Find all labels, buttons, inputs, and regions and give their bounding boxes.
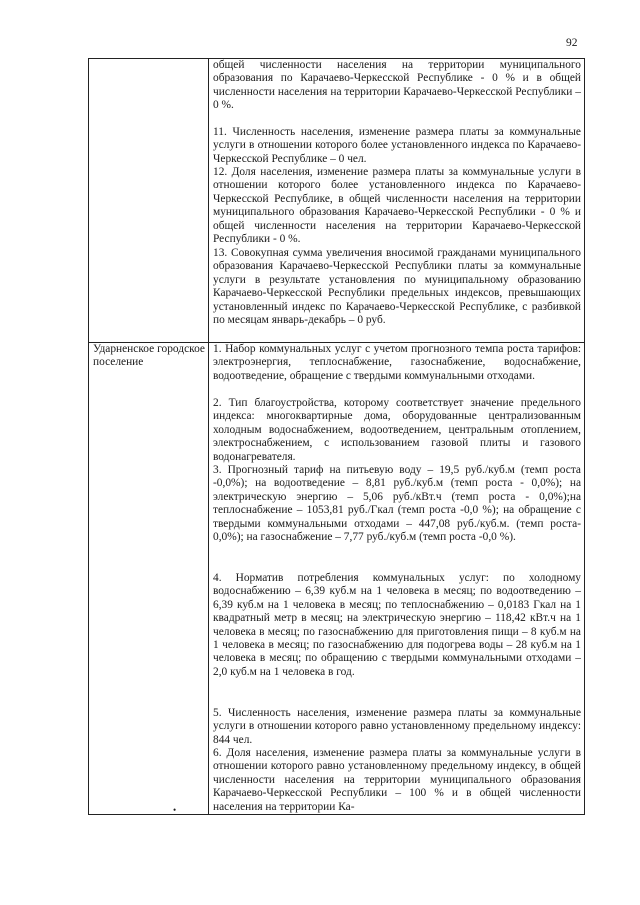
left-cell: [89, 59, 209, 343]
paragraph: 3. Прогнозный тариф на питьевую воду – 19,5 руб./куб.м (темп роста -0,0%); на водоотведение – 8,81 руб./куб.м (темп роста - 0,0%); на электрическую энергию – 5,06 руб./кВт.ч (темп роста - 0,0%);на теплоснабжение – 1053,81 руб./Гкал (темп роста -0,0 %); на обращение с твердыми коммунальными отходами – 447,08 руб./куб.м. (темп роста- 0,0%); на газоснабжение – 7,77 руб./куб.м (темп роста -0,0 %).: [213, 464, 581, 544]
paragraph: 5. Численность населения, изменение размера платы за коммунальные услуги в отношении которого равно установленному предельному индексу: 844 чел.: [213, 707, 581, 746]
paragraph: 2. Тип благоустройства, которому соответствует значение предельного индекса: многоквартирные дома, оборудованные централизованным холодным водоснабжением, водоотведением, центральным отоплением, электроснабжением, с использованием газовой плиты и газового водонагревателя.: [213, 397, 581, 463]
right-cell: [209, 343, 585, 815]
paragraph: 12. Доля населения, изменение размера платы за коммунальные услуги в отношении которого более установленного индекса по Карачаево-Черкесской Республике, в общей численности населения на территории муниципального образования Карачаево-Черкесской Республики - 0 % и общей численности населения на территории Карачаево-Черкесской Республики - 0 %.: [213, 166, 581, 246]
table-row: [89, 343, 585, 815]
paragraph: 11. Численность населения, изменение размера платы за коммунальные услуги в отношении которого более установленного индекса по Карачаево-Черкесской Республике – 0 чел.: [213, 126, 581, 165]
paragraph: 13. Совокупная сумма увеличения вносимой гражданами муниципального образования Карачаево-Черкесской Республики платы за коммунальные услуги в результате установления по муниципальному образованию Карачаево-Черкесской Республики предельных индексов, превышающих установленный индекс по Карачаево-Черкесской Республике, с разбивкой по месяцам январь-декабрь – 0 руб.: [213, 247, 581, 327]
page-number: 92: [566, 37, 578, 49]
paragraph: 4. Норматив потребления коммунальных услуг: по холодному водоснабжению – 6,39 куб.м на 1 человека в месяц; по водоотведению – 6,39 куб.м на 1 человека в месяц; по теплоснабжению – 0,0183 Гкал на 1 квадратный метр в месяц; на электрическую энергию – 118,42 кВт.ч на 1 человека в месяц; по газоснабжению для приготовления пищи – 8 куб.м на 1 человека в месяц; по газоснабжению для подогрева воды – 28 куб.м на 1 человека в месяц; по обращению с твердыми коммунальными отходами – 2,0 куб.м на 1 человека в год.: [213, 572, 581, 678]
paragraph: 1. Набор коммунальных услуг с учетом прогнозного темпа роста тарифов: электроэнергия, теплоснабжение, газоснабжение, водоснабжение, водоотведение, обращение с твердыми коммунальными отходами.: [213, 343, 581, 382]
document-table: [88, 58, 585, 815]
settlement-name: Ударненское городское поселение: [89, 343, 209, 815]
paragraph: общей численности населения на территории муниципального образования по Карачаево-Черкесской Республике - 0 % и в общей численности населения на территории Карачаево-Черкесской Республики – 0 %.: [213, 59, 581, 112]
right-cell: [209, 59, 585, 343]
paragraph: 6. Доля населения, изменение размера платы за коммунальные услуги в отношении которого равно установленному предельному индексу, в общей численности населения на территории муниципального образования Карачаево-Черкесской Республики – 100 % и в общей численности населения на территории Ка-: [213, 747, 581, 813]
table-row: [89, 59, 585, 343]
stray-mark: •: [173, 805, 177, 815]
